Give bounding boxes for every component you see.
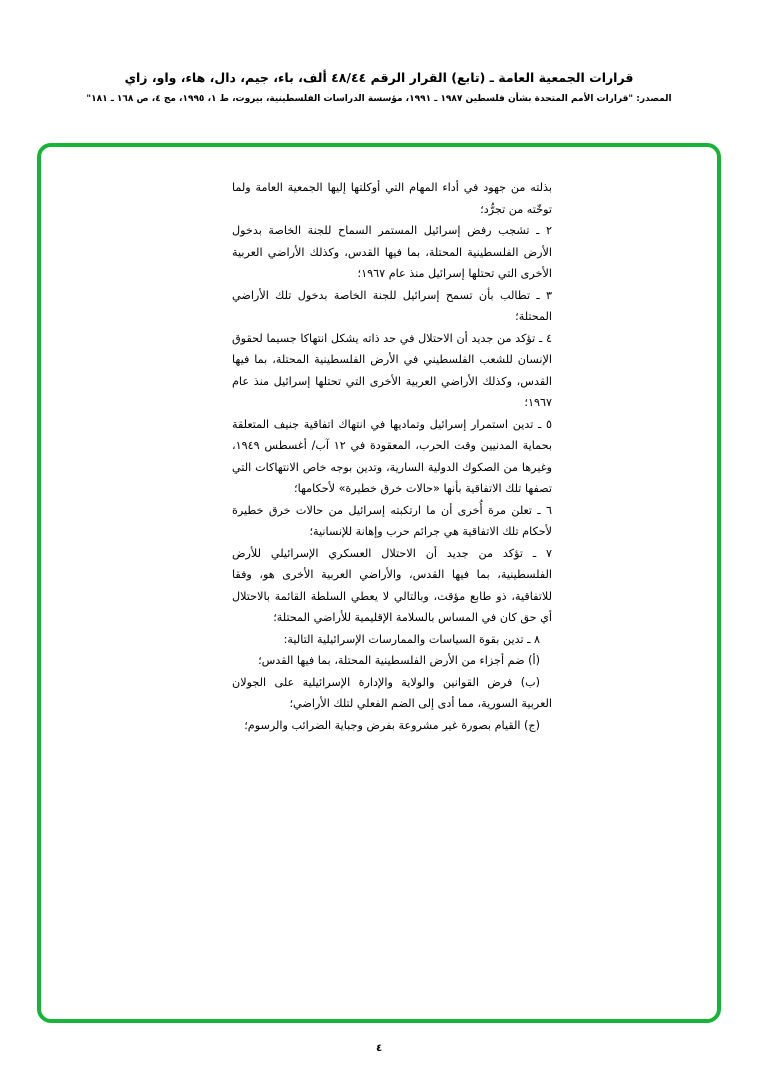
paragraph: ٣ ـ تطالب بأن تسمح إسرائيل للجنة الخاصة بدخول تلك الأراضي المحتلة؛ (232, 288, 552, 323)
content-frame (37, 143, 721, 1023)
paragraph: (ب) فرض القوانين والولاية والإدارة الإسرائيلية على الجولان العربية السورية، مما أدى إلى الضم الفعلي لتلك الأراضي؛ (232, 675, 552, 710)
paragraph: ٦ ـ تعلن مرة أُخرى أن ما ارتكبته إسرائيل من حالات خرق خطيرة لأحكام تلك الاتفاقية هي جرائم حرب وإهانة للإنسانية؛ (232, 503, 552, 538)
header-title: قرارات الجمعية العامة ـ (تابع) القرار الرقم ٤٨/٤٤ ألف، باء، جيم، دال، هاء، واو، زاي (124, 70, 634, 85)
paragraph: ٥ ـ تدين استمرار إسرائيل وتماديها في انتهاك اتفاقية جنيف المتعلقة بحماية المدنيين وقت الحرب، المعقودة في ١٢ آب/ أغسطس ١٩٤٩، وغيرها من الصكوك الدولية السارية، وتدين بوجه خاص الانتهاكات التي تصفها تلك الاتفاقية بأنها «حالات خرق خطيرة» لأحكامها؛ (232, 417, 552, 495)
paragraph: بذلته من جهود في أداء المهام التي أوكلتها إليها الجمعية العامة ولما توخّته من تجرُّد؛ (232, 181, 552, 216)
page-number: ٤ (375, 1043, 383, 1054)
paragraph: (أ) ضم أجزاء من الأرض الفلسطينية المحتلة، بما فيها القدس؛ (258, 654, 540, 667)
header-source: المصدر: "قرارات الأمم المتحدة بشأن فلسطين ١٩٨٧ ـ ١٩٩١، مؤسسة الدراسات الفلسطينية، بيروت، ط ١، ١٩٩٥، مج ٤، ص ١٦٨ ـ ١٨١" (86, 94, 672, 104)
paragraph: ٧ ـ تؤكد من جديد أن الاحتلال العسكري الإسرائيلي للأرض الفلسطينية، بما فيها القدس، والأراضي العربية الأخرى هو، وفقا للاتفاقية، ذو طابع مؤقت، وبالتالي لا يعطي السلطة القائمة بالاحتلال أي حق كان في المساس بالسلامة الإقليمية للأراضي المحتلة؛ (232, 546, 552, 624)
paragraph: ٨ ـ تدين بقوة السياسات والممارسات الإسرائيلية التالية: (283, 632, 540, 646)
document-body (232, 177, 552, 736)
page-header (0, 70, 758, 104)
paragraph: (ج) القيام بصورة غير مشروعة بفرض وجباية الضرائب والرسوم؛ (244, 718, 540, 732)
paragraph: ٢ ـ تشجب رفض إسرائيل المستمر السماح للجنة الخاصة بدخول الأرض الفلسطينية المحتلة، بما فيها القدس، وكذلك الأراضي العربية الأخرى التي تحتلها إسرائيل منذ عام ١٩٦٧؛ (232, 224, 552, 280)
paragraph: ٤ ـ تؤكد من جديد أن الاحتلال في حد ذاته يشكل انتهاكا جسيما لحقوق الإنسان للشعب الفلسطيني في الأرض الفلسطينية المحتلة، بما فيها القدس، وكذلك الأراضي العربية الأخرى التي تحتلها إسرائيل منذ عام ١٩٦٧؛ (232, 331, 552, 409)
